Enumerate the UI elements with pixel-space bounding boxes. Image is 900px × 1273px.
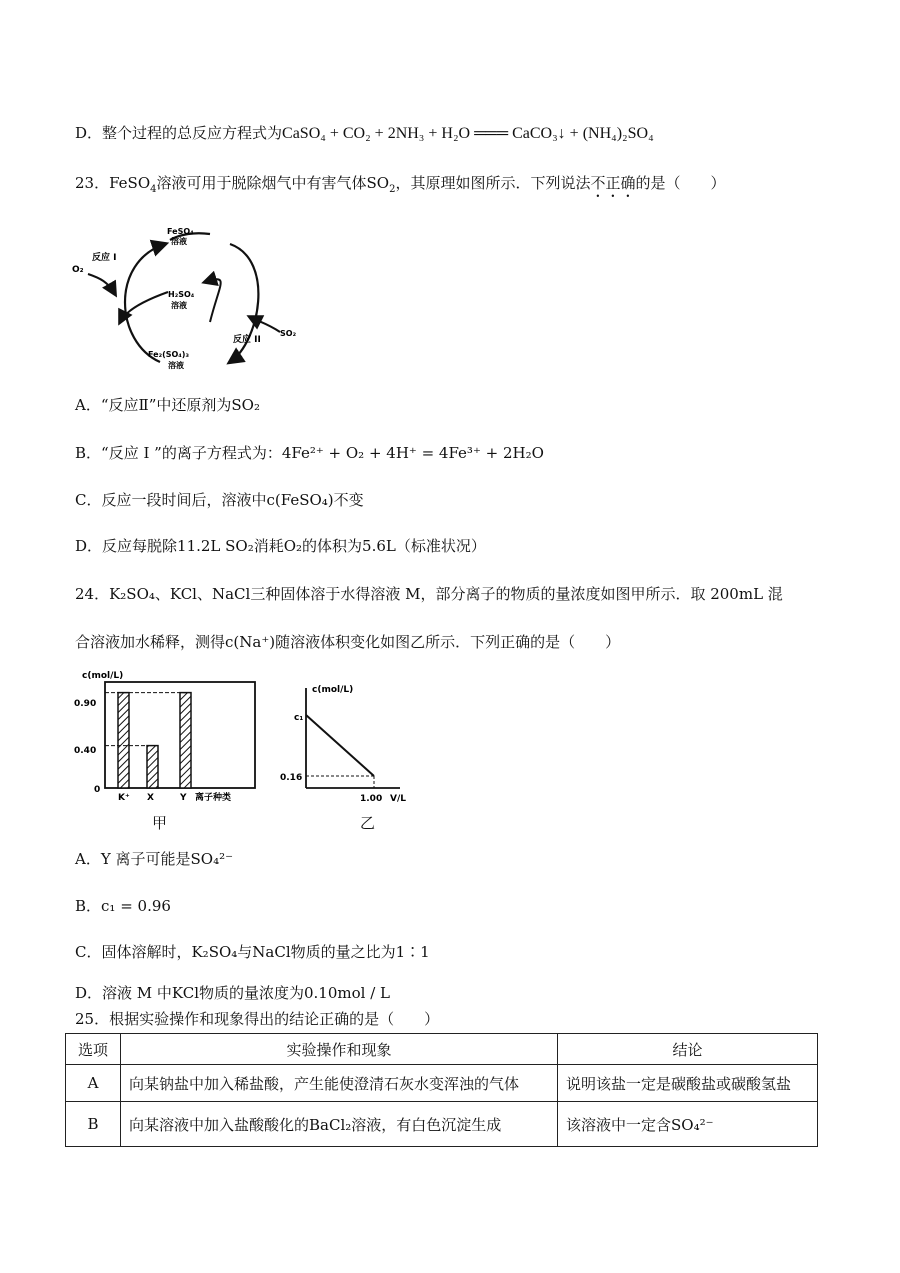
reaction2-label: 反应 II [233, 335, 261, 345]
yi-xlabel: V/L [390, 794, 406, 804]
o2-arrow [88, 274, 115, 294]
jia-ytick-040: 0.40 [74, 746, 97, 756]
table-header-row [66, 1034, 818, 1065]
chart-yi-svg [278, 680, 408, 805]
cell-option: B [66, 1102, 121, 1147]
q24-option-d: D．溶液 M 中KCl物质的量浓度为0.10mol / L [75, 984, 391, 1002]
q23-option-b: B．“反应 I ”的离子方程式为：4Fe²⁺ + O₂ + 4H⁺ = 4Fe³⁺ + 2H₂O [75, 444, 544, 462]
bottom-label: Fe₂(SO₄)₃ [148, 350, 189, 359]
q23-stem-part: ，其原理如图所示．下列说法 [395, 174, 591, 192]
q23-option-d: D．反应每脱除11.2L SO₂消耗O₂的体积为5.6L（标准状况） [75, 537, 486, 555]
yi-ytick-c1: c₁ [294, 713, 304, 723]
q23-stem-part: 的是（ ） [635, 174, 726, 192]
table-row [66, 1065, 818, 1102]
chart-yi [278, 680, 408, 805]
q23-stem-part: 23．FeSO [75, 174, 151, 192]
q23-stem: 23．FeSO$_4$溶液可用于脱除烟气中有害气体$SO_2$，其原理如图所示．下列说法不正确的是（ ） [75, 174, 726, 195]
cell-conclusion: 说明该盐一定是碳酸盐或碳酸氢盐 [558, 1065, 818, 1102]
q24-option-a: A．Y 离子可能是SO₄²⁻ [75, 850, 234, 868]
chart-jia [70, 668, 260, 808]
q24-stem-line1: 24．K₂SO₄、KCl、NaCl三种固体溶于水得溶液 M，部分离子的物质的量浓度如图甲所示．取 200mL 混 [75, 585, 783, 603]
cell-operation: 向某钠盐中加入稀盐酸，产生能使澄清石灰水变浑浊的气体 [121, 1065, 558, 1102]
yi-ytick-016: 0.16 [280, 773, 303, 783]
q23-option-c: C．反应一段时间后，溶液中c(FeSO₄)不变 [75, 491, 364, 509]
cell-operation: 向某溶液中加入盐酸酸化的BaCl₂溶液，有白色沉淀生成 [121, 1102, 558, 1147]
q23-option-a: A．“反应Ⅱ”中还原剂为SO₂ [75, 396, 260, 414]
jia-xtick-x: X [147, 793, 154, 803]
jia-xtick-k: K⁺ [118, 793, 130, 803]
table-row [66, 1102, 818, 1147]
jia-xtick-y: Y [180, 793, 187, 803]
q23-stem-emphasis: 不正确 [590, 174, 636, 192]
top-label-2: 溶液 [171, 237, 187, 246]
top-label: FeSO₄ [167, 227, 194, 236]
cell-conclusion: 该溶液中一定含SO₄²⁻ [558, 1102, 818, 1147]
q23-stem-part: 溶液可用于脱除烟气中有害气体SO [156, 174, 390, 192]
jia-bar-0 [118, 693, 129, 788]
bottom-label-2: 溶液 [168, 361, 184, 370]
q24-option-c: C．固体溶解时，K₂SO₄与NaCl物质的量之比为1∶1 [75, 943, 430, 961]
header-conclusion: 结论 [558, 1034, 818, 1065]
yi-xtick-100: 1.00 [360, 794, 383, 804]
chart-yi-caption: 乙 [360, 814, 376, 832]
inner-arc-up [205, 279, 221, 322]
q24-stem-line2: 合溶液加水稀释，测得c(Na⁺)随溶液体积变化如图乙所示．下列正确的是（ ） [75, 633, 621, 651]
cycle-svg [70, 222, 310, 382]
jia-ylabel: c(mol/L) [82, 671, 124, 681]
chart-jia-svg [70, 668, 260, 808]
yi-line [306, 715, 374, 776]
q25-stem: 25．根据实验操作和现象得出的结论正确的是（ ） [75, 1010, 440, 1028]
jia-bar-2 [180, 693, 191, 788]
q24-option-b: B．c₁ = 0.96 [75, 897, 171, 915]
jia-xlabel: 离子种类 [195, 793, 232, 803]
chart-jia-caption: 甲 [152, 814, 168, 832]
yi-ylabel: c(mol/L) [312, 685, 354, 695]
middle-label: H₂SO₄ [168, 290, 195, 299]
header-option: 选项 [66, 1034, 121, 1065]
middle-label-2: 溶液 [171, 301, 187, 310]
header-operation: 实验操作和现象 [121, 1034, 558, 1065]
cell-option: A [66, 1065, 121, 1102]
outer-cycle-left-arc [125, 244, 165, 362]
so2-label: SO₂ [280, 329, 297, 338]
q22-option-d-equation: CaSO₄ + CO₂ + 2NH₃ + H₂O ═══ CaCO₃↓ + (NH₄)₂SO₄ [282, 125, 654, 142]
jia-ytick-0: 0 [94, 785, 101, 795]
q25-table [65, 1033, 818, 1147]
o2-label: O₂ [72, 265, 84, 275]
q23-cycle-diagram [70, 222, 310, 382]
q22-option-d-prefix: D．整个过程的总反应方程式为 [75, 124, 283, 142]
jia-ytick-090: 0.90 [74, 699, 97, 709]
q22-option-d [75, 122, 654, 145]
reaction1-label: 反应 I [92, 253, 117, 263]
jia-bar-1 [147, 746, 158, 788]
